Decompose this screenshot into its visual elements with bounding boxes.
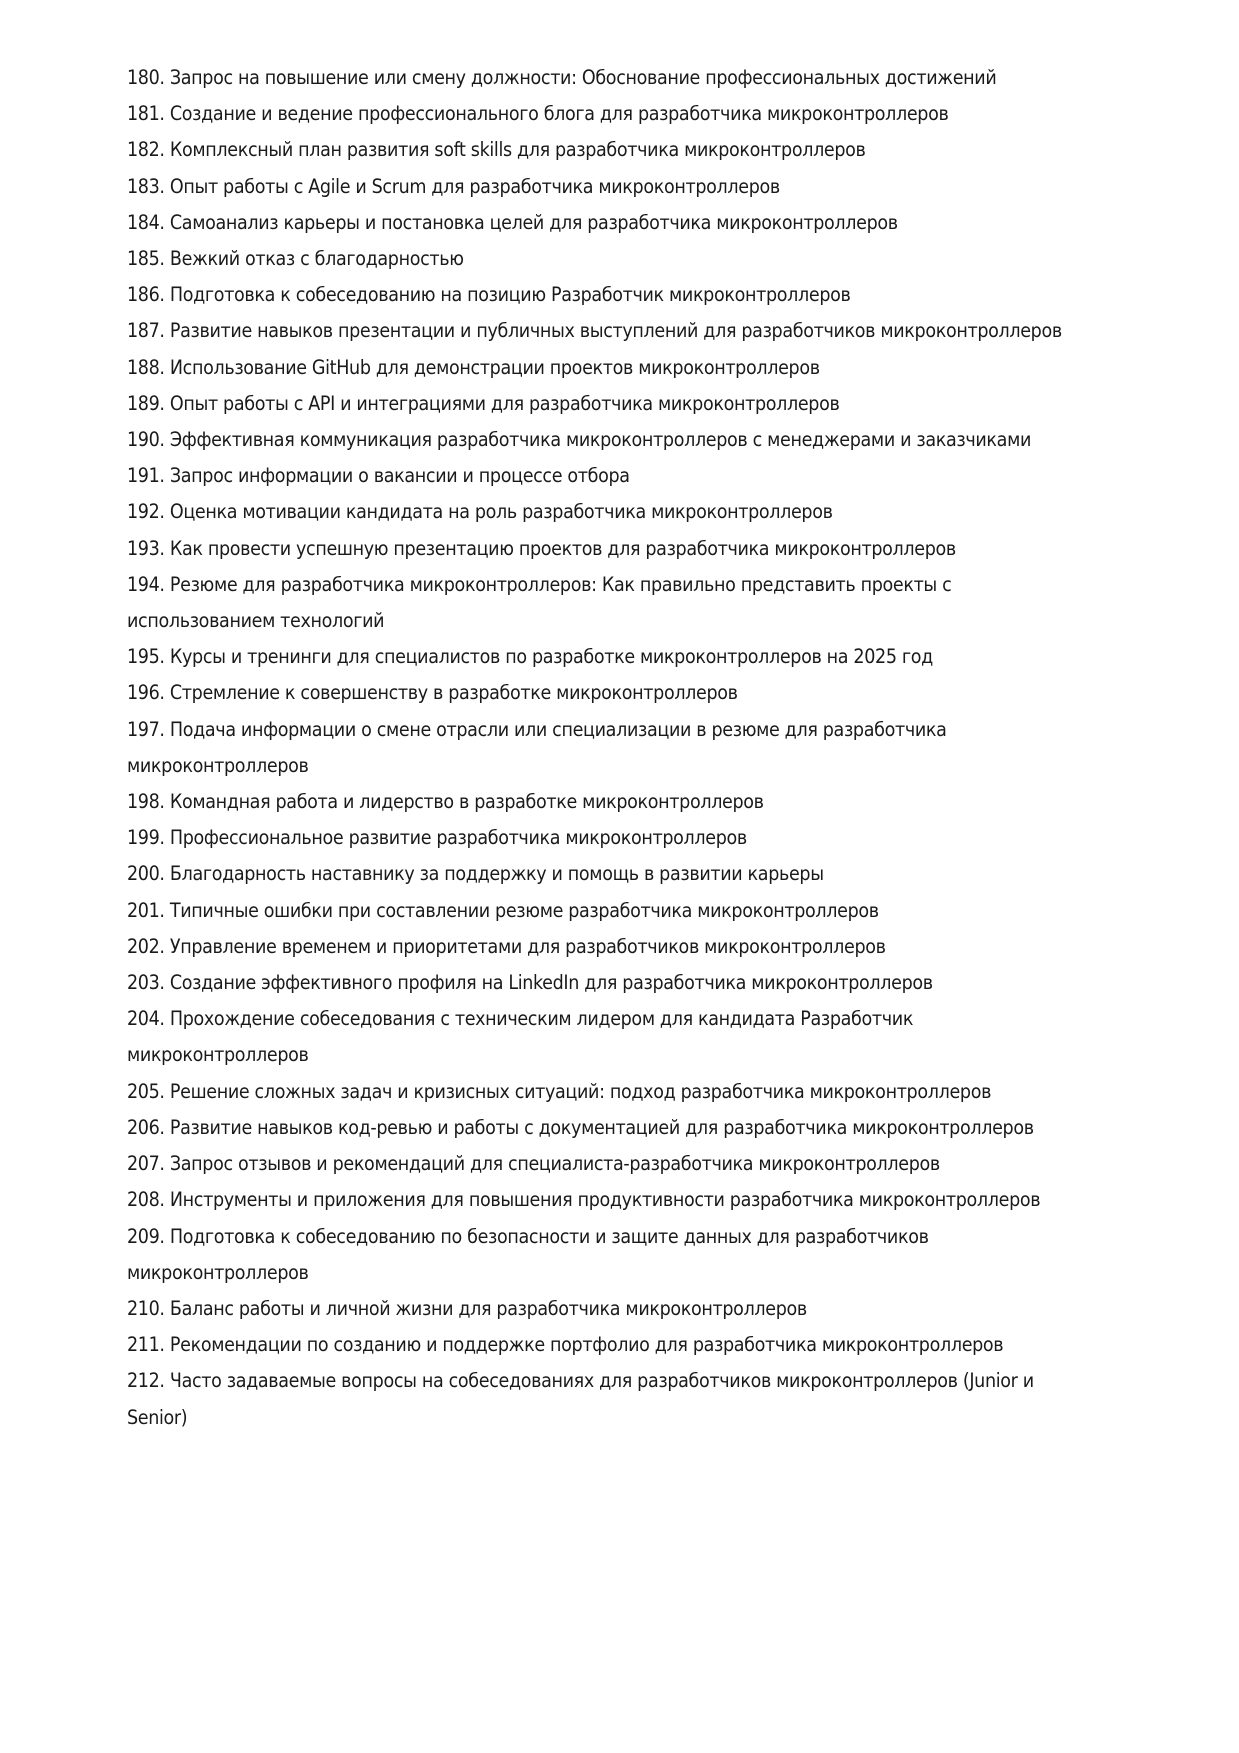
item-text: Профессиональное развитие разработчика микроконтроллеров	[169, 826, 747, 850]
item-number: 187.	[127, 319, 165, 343]
item-number: 200.	[127, 862, 165, 886]
item-text: Создание и ведение профессионального блога для разработчика микроконтроллеров	[169, 102, 949, 126]
item-text: Инструменты и приложения для повышения продуктивности разработчика микроконтроллеров	[169, 1188, 1041, 1212]
item-number: 181.	[127, 102, 165, 126]
item-text: Опыт работы с Agile и Scrum для разработчика микроконтроллеров	[169, 174, 780, 198]
item-text: Запрос на повышение или смену должности: Обоснование профессиональных достижений	[169, 66, 997, 89]
item-text: Запрос отзывов и рекомендаций для специалиста-разработчика микроконтроллеров	[169, 1152, 940, 1176]
item-number: 206.	[127, 1115, 165, 1139]
item-number: 180.	[127, 66, 165, 89]
list-item	[127, 1182, 1092, 1218]
list-item	[127, 893, 1092, 929]
list-item	[127, 639, 1092, 675]
item-text: Вежкий отказ с благодарностью	[169, 247, 464, 271]
item-number: 197.	[127, 717, 165, 741]
list-item	[127, 422, 1092, 458]
item-number: 205.	[127, 1079, 165, 1103]
list-item	[127, 712, 1092, 784]
item-number: 198.	[127, 790, 165, 814]
item-number: 194.	[127, 572, 165, 596]
item-number: 185.	[127, 247, 165, 271]
item-number: 212.	[127, 1369, 165, 1393]
list-item	[127, 241, 1092, 277]
document-page	[127, 60, 1092, 1436]
list-item	[127, 386, 1092, 422]
item-number: 190.	[127, 428, 165, 452]
list-item	[127, 96, 1092, 132]
list-item	[127, 567, 1092, 639]
item-number: 191.	[127, 464, 165, 488]
item-text: Стремление к совершенству в разработке микроконтроллеров	[169, 681, 738, 705]
item-text: Баланс работы и личной жизни для разработчика микроконтроллеров	[169, 1296, 807, 1320]
item-text: Резюме для разработчика микроконтроллеров: Как правильно представить проекты с использованием технологий	[127, 572, 952, 633]
list-item	[127, 856, 1092, 892]
item-text: Использование GitHub для демонстрации проектов микроконтроллеров	[169, 355, 820, 379]
list-item	[127, 929, 1092, 965]
item-text: Эффективная коммуникация разработчика микроконтроллеров с менеджерами и заказчиками	[169, 428, 1032, 452]
list-item	[127, 1363, 1092, 1435]
item-number: 202.	[127, 934, 165, 958]
list-item	[127, 1001, 1092, 1073]
item-text: Подготовка к собеседованию по безопасности и защите данных для разработчиков микроконтроллеров	[127, 1224, 929, 1284]
list-item	[127, 1327, 1092, 1363]
item-number: 208.	[127, 1188, 165, 1212]
list-item	[127, 494, 1092, 530]
item-text: Опыт работы с API и интеграциями для разработчика микроконтроллеров	[169, 391, 840, 415]
list-item	[127, 205, 1092, 241]
item-number: 196.	[127, 681, 165, 705]
list-item	[127, 1219, 1092, 1291]
item-text: Самоанализ карьеры и постановка целей для разработчика микроконтроллеров	[169, 210, 898, 234]
list-item	[127, 820, 1092, 856]
item-number: 193.	[127, 536, 165, 560]
item-number: 203.	[127, 971, 165, 995]
item-number: 184.	[127, 210, 165, 234]
list-item	[127, 675, 1092, 711]
list-item	[127, 169, 1092, 205]
item-text: Подача информации о смене отрасли или специализации в резюме для разработчика микроконтроллеров	[127, 717, 947, 777]
item-number: 204.	[127, 1007, 165, 1031]
list-item	[127, 458, 1092, 494]
item-number: 211.	[127, 1333, 165, 1357]
item-text: Управление временем и приоритетами для разработчиков микроконтроллеров	[169, 934, 886, 958]
item-text: Создание эффективного профиля на LinkedIn для разработчика микроконтроллеров	[169, 971, 933, 995]
list-item	[127, 531, 1092, 567]
item-number: 182.	[127, 138, 165, 162]
item-text: Оценка мотивации кандидата на роль разработчика микроконтроллеров	[169, 500, 833, 524]
item-text: Командная работа и лидерство в разработке микроконтроллеров	[169, 790, 764, 814]
list-item	[127, 132, 1092, 168]
list-item	[127, 60, 1092, 96]
item-number: 201.	[127, 898, 165, 922]
item-text: Развитие навыков презентации и публичных выступлений для разработчиков микроконтроллеров	[169, 319, 1062, 343]
item-text: Комплексный план развития soft skills для разработчика микроконтроллеров	[169, 138, 866, 162]
list-item	[127, 1291, 1092, 1327]
item-number: 192.	[127, 500, 165, 524]
item-text: Часто задаваемые вопросы на собеседованиях для разработчиков микроконтроллеров (Junior и Senior)	[127, 1369, 1034, 1429]
numbered-topic-list	[127, 60, 1092, 1436]
item-number: 199.	[127, 826, 165, 850]
item-text: Прохождение собеседования с техническим лидером для кандидата Разработчик микроконтроллеров	[127, 1007, 914, 1067]
list-item	[127, 350, 1092, 386]
item-text: Запрос информации о вакансии и процессе отбора	[169, 464, 630, 488]
item-text: Подготовка к собеседованию на позицию Разработчик микроконтроллеров	[169, 283, 851, 307]
item-number: 188.	[127, 355, 165, 379]
list-item	[127, 313, 1092, 349]
list-item	[127, 1074, 1092, 1110]
item-text: Благодарность наставнику за поддержку и помощь в развитии карьеры	[169, 862, 824, 886]
item-number: 209.	[127, 1224, 165, 1248]
item-text: Как провести успешную презентацию проектов для разработчика микроконтроллеров	[169, 536, 956, 560]
item-text: Развитие навыков код-ревью и работы с документацией для разработчика микроконтроллеров	[169, 1115, 1034, 1139]
item-text: Курсы и тренинги для специалистов по разработке микроконтроллеров на 2025 год	[169, 645, 933, 669]
item-number: 207.	[127, 1152, 165, 1176]
item-number: 183.	[127, 174, 165, 198]
item-number: 210.	[127, 1296, 165, 1320]
list-item	[127, 277, 1092, 313]
item-number: 186.	[127, 283, 165, 307]
list-item	[127, 1146, 1092, 1182]
item-number: 195.	[127, 645, 165, 669]
item-text: Рекомендации по созданию и поддержке портфолио для разработчика микроконтроллеров	[169, 1333, 1004, 1357]
item-text: Типичные ошибки при составлении резюме разработчика микроконтроллеров	[169, 898, 879, 922]
item-text: Решение сложных задач и кризисных ситуаций: подход разработчика микроконтроллеров	[169, 1079, 992, 1103]
item-number: 189.	[127, 391, 165, 415]
list-item	[127, 784, 1092, 820]
list-item	[127, 965, 1092, 1001]
list-item	[127, 1110, 1092, 1146]
